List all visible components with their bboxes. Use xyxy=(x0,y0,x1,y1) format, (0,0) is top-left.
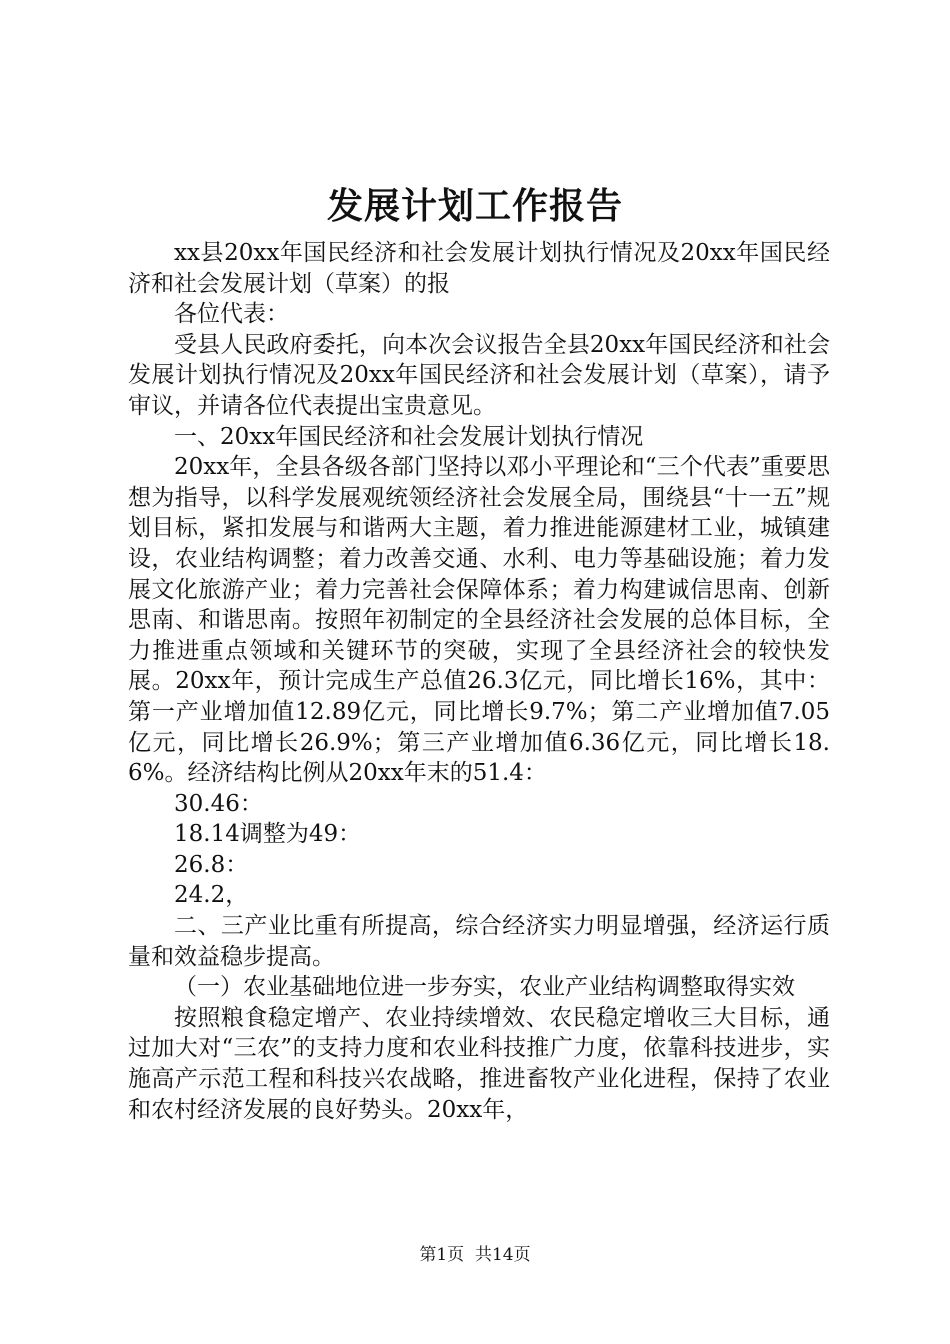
paragraph-ratio-line: 30.46： xyxy=(174,790,263,817)
page-number-label: 第1页 共14页 xyxy=(419,1245,531,1265)
document-title: 发展计划工作报告 xyxy=(326,186,623,227)
paragraph-introduction: 受县人民政府委托，向本次会议报告全县20xx年国民经济和社会发展计划执行情况及20xx年国民经济和社会发展计划（草案），请予审议，并请各位代表提出宝贵意见。 xyxy=(128,331,830,419)
paragraph-agriculture: 按照粮食稳定增产、农业持续增效、农民稳定增收三大目标，通过加大对“三农”的支持力度和农业科技推广力度，依靠科技进步，实施高产示范工程和科技兴农战略，推进畜牧产业化进程，保持了农业和农村经济发展的良好势头。20xx年， xyxy=(128,1004,830,1123)
paragraph-ratio-line: 26.8： xyxy=(174,851,249,878)
paragraph-ratio-line: 24.2， xyxy=(174,882,249,909)
paragraph-overview: 20xx年，全县各级各部门坚持以邓小平理论和“三个代表”重要思想为指导，以科学发展观统领经济社会发展全局，围绕县“十一五”规划目标，紧扣发展与和谐两大主题，着力推进能源建材工业，城镇建设，农业结构调整；着力改善交通、水利、电力等基础设施；着力发展文化旅游产业；着力完善社会保障体系；着力构建诚信思南、创新思南、和谐思南。按照年初制定的全县经济社会发展的总体目标，全力推进重点领域和关键环节的突破，实现了全县经济社会的较快发展。20xx年，预计完成生产总值26.3亿元，同比增长16%，其中：第一产业增加值12.89亿元，同比增长9.7%；第二产业增加值7.05亿元，同比增长26.9%；第三产业增加值6.36亿元，同比增长18.6%。经济结构比例从20xx年末的51.4： xyxy=(128,454,830,787)
section-heading-1: 一、20xx年国民经济和社会发展计划执行情况 xyxy=(174,423,644,450)
paragraph-ratio-line: 18.14调整为49： xyxy=(174,821,362,848)
subsection-heading-1: （一）农业基础地位进一步夯实，农业产业结构调整取得实效 xyxy=(174,974,795,1001)
page-footer xyxy=(0,1244,950,1266)
paragraph-salutation: 各位代表： xyxy=(174,301,289,328)
paragraph-report-heading: xx县20xx年国民经济和社会发展计划执行情况及20xx年国民经济和社会发展计划（草案）的报 xyxy=(128,240,830,297)
document-body xyxy=(128,238,830,1125)
paragraph-structure-summary: 二、三产业比重有所提高，综合经济实力明显增强，经济运行质量和效益稳步提高。 xyxy=(128,913,830,970)
